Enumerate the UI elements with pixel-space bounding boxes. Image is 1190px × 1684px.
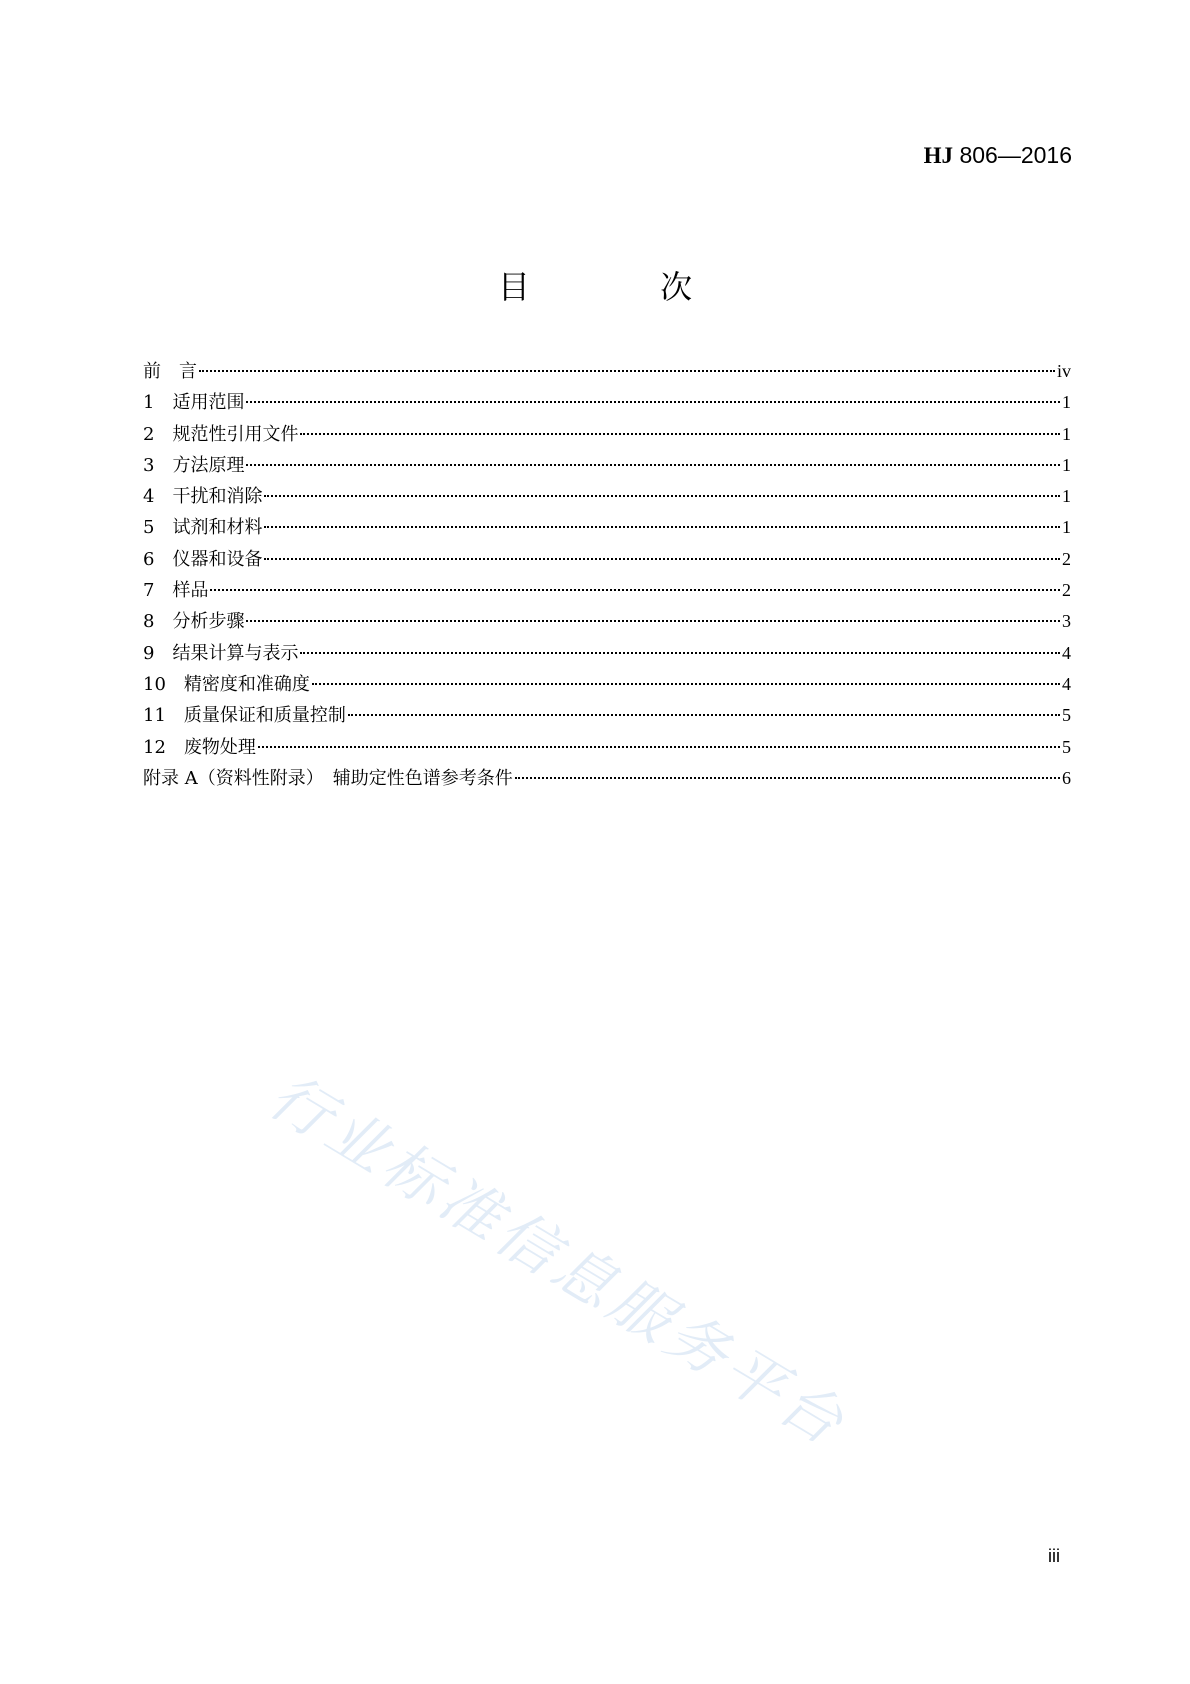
toc-label: 精密度和准确度 xyxy=(183,673,310,695)
toc-number: 3 xyxy=(143,454,155,476)
toc-leader-dots xyxy=(348,714,1060,716)
toc-label: 附录 A（资料性附录） 辅助定性色谱参考条件 xyxy=(143,767,513,789)
toc-entry-preface[interactable] xyxy=(143,356,1071,387)
toc-entry-11[interactable] xyxy=(143,700,1071,731)
toc-number: 12 xyxy=(143,736,166,758)
toc-entry-3[interactable] xyxy=(143,450,1071,481)
standard-code xyxy=(924,142,1072,169)
toc-page-number: 1 xyxy=(1062,392,1071,413)
toc-number: 10 xyxy=(143,673,166,695)
toc-page-number: 1 xyxy=(1062,423,1071,444)
toc-label: 试剂和材料 xyxy=(172,517,263,539)
standard-prefix: HJ xyxy=(923,143,954,168)
toc-leader-dots xyxy=(199,370,1055,372)
toc-entry-6[interactable] xyxy=(143,544,1071,575)
toc-entry-appendix-a[interactable] xyxy=(143,763,1071,794)
toc-number: 8 xyxy=(143,611,155,633)
toc-number: 7 xyxy=(143,580,155,602)
toc-page-number: iv xyxy=(1056,361,1071,381)
toc-leader-dots xyxy=(246,401,1060,403)
toc-entry-4[interactable] xyxy=(143,481,1071,512)
toc-label: 方法原理 xyxy=(172,454,245,476)
toc-page-number: 5 xyxy=(1062,705,1071,726)
toc-page-number: 2 xyxy=(1062,580,1071,601)
toc-label: 废物处理 xyxy=(183,736,256,758)
toc-page-number: 4 xyxy=(1062,642,1071,663)
toc-leader-dots xyxy=(264,495,1060,497)
toc-page-number: 1 xyxy=(1062,454,1071,475)
toc-label: 分析步骤 xyxy=(172,611,245,633)
toc-leader-dots xyxy=(258,746,1060,748)
toc-leader-dots xyxy=(300,433,1060,435)
toc-entry-5[interactable] xyxy=(143,512,1071,543)
toc-leader-dots xyxy=(210,589,1060,591)
toc-label: 质量保证和质量控制 xyxy=(183,705,346,727)
toc-number: 4 xyxy=(143,486,155,508)
toc-page-number: 6 xyxy=(1062,767,1071,788)
toc-label: 规范性引用文件 xyxy=(172,423,299,445)
toc-page-number: 2 xyxy=(1062,548,1071,569)
page-title: 目 次 xyxy=(497,268,753,306)
toc-entry-12[interactable] xyxy=(143,732,1071,763)
toc-label: 结果计算与表示 xyxy=(172,642,299,664)
toc-page-number: 3 xyxy=(1062,611,1071,632)
toc-leader-dots xyxy=(300,652,1060,654)
toc-page-number: 4 xyxy=(1062,673,1071,694)
toc-number: 9 xyxy=(143,642,155,664)
toc-number: 2 xyxy=(143,423,155,445)
toc-number: 5 xyxy=(143,517,155,539)
toc-page-number: 5 xyxy=(1062,736,1071,757)
toc-number: 1 xyxy=(143,392,155,414)
toc-label: 仪器和设备 xyxy=(172,548,263,570)
toc-leader-dots xyxy=(264,558,1060,560)
page-number: iii xyxy=(1048,1546,1060,1566)
toc-page-number: 1 xyxy=(1062,517,1071,538)
toc-entry-1[interactable] xyxy=(143,387,1071,418)
toc-page-number: 1 xyxy=(1062,486,1071,507)
toc-entry-9[interactable] xyxy=(143,638,1071,669)
toc-entry-8[interactable] xyxy=(143,606,1071,637)
toc-label: 前 言 xyxy=(143,361,197,382)
toc-label: 适用范围 xyxy=(172,392,245,414)
toc-label: 干扰和消除 xyxy=(172,486,263,508)
table-of-contents xyxy=(143,356,1071,794)
toc-number: 11 xyxy=(143,705,166,727)
toc-entry-7[interactable] xyxy=(143,575,1071,606)
toc-entry-10[interactable] xyxy=(143,669,1071,700)
toc-leader-dots xyxy=(264,526,1060,528)
toc-leader-dots xyxy=(246,464,1060,466)
standard-number: 806—2016 xyxy=(953,142,1072,168)
toc-leader-dots xyxy=(312,683,1060,685)
toc-leader-dots xyxy=(515,777,1060,779)
watermark: 行业标准信息服务平台 xyxy=(257,1061,860,1462)
toc-leader-dots xyxy=(246,620,1060,622)
toc-number: 6 xyxy=(143,548,155,570)
toc-entry-2[interactable] xyxy=(143,419,1071,450)
toc-label: 样品 xyxy=(172,580,209,602)
